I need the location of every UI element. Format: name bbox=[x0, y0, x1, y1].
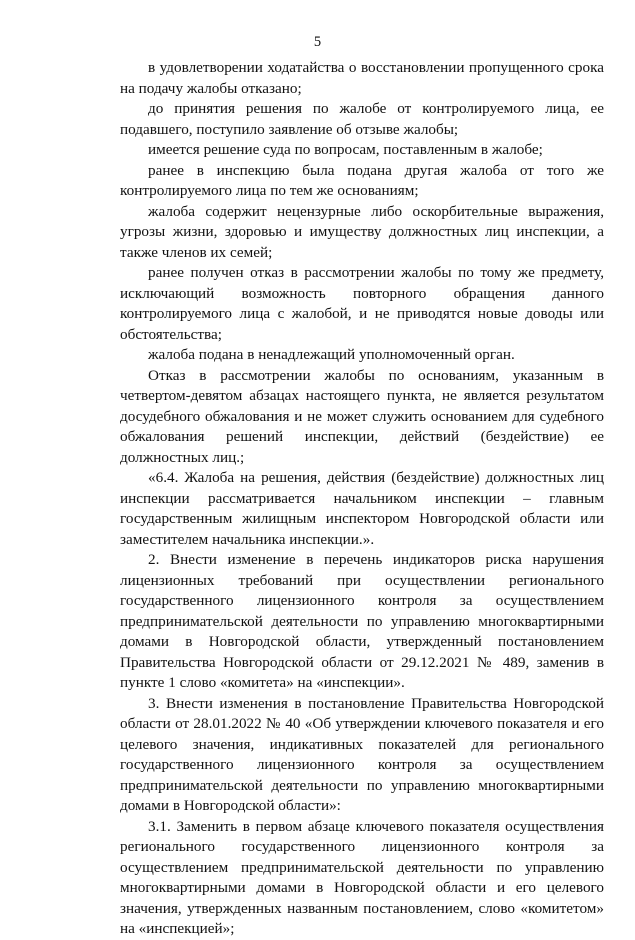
document-body bbox=[120, 58, 604, 940]
paragraph-petition-refused: в удовлетворении ходатайства о восстановлении пропущенного срока на подачу жалобы отказано; bbox=[120, 59, 604, 97]
paragraph-complaint-withdrawn: до принятия решения по жалобе от контролируемого лица, ее подавшего, поступило заявление об отзыве жалобы; bbox=[120, 100, 604, 138]
paragraph-court-decision: имеется решение суда по вопросам, поставленным в жалобе; bbox=[148, 141, 543, 158]
paragraph-refusal-consequence: Отказ в рассмотрении жалобы по основаниям, указанным в четвертом-девятом абзацах настоящего пункта, не является результатом досудебного обжалования и не может служить основанием для судебного обжалования решений инспекции, действий (бездействие) ее должностных лиц.; bbox=[120, 366, 604, 466]
paragraph-section-6-4: «6.4. Жалоба на решения, действия (бездействие) должностных лиц инспекции рассматривается начальником инспекции – главным государственным жилищным инспектором Новгородской области или заместителем начальника инспекции.». bbox=[120, 469, 604, 548]
paragraph-item-2: 2. Внести изменение в перечень индикаторов риска нарушения лицензионных требований при осуществлении регионального государственного лицензионного контроля за осуществлением предпринимательской деятельности по управлению многоквартирными домами в Новгородской области, утвержденный постановлением Правительства Новгородской области от 29.12.2021 № 489, заменив в пункте 1 слово «комитета» на «инспекции». bbox=[120, 551, 604, 691]
paragraph-previous-refusal: ранее получен отказ в рассмотрении жалобы по тому же предмету, исключающий возможность повторного обращения данного контролируемого лица с жалобой, и не приводятся новые доводы или обстоятельства; bbox=[120, 264, 604, 343]
page-number: 5 bbox=[313, 34, 322, 50]
paragraph-offensive-content: жалоба содержит нецензурные либо оскорбительные выражения, угрозы жизни, здоровью и имуществу должностных лиц инспекции, а также членов их семей; bbox=[120, 202, 604, 261]
paragraph-item-3-1: 3.1. Заменить в первом абзаце ключевого показателя осуществления регионального государственного лицензионного контроля за осуществлением предпринимательской деятельности по управлению многоквартирными домами в Новгородской области и его целевого значения, утвержденных названным постановлением, слово «комитетом» на «инспекцией»; bbox=[120, 817, 604, 937]
paragraph-item-3: 3. Внести изменения в постановление Правительства Новгородской области от 28.01.2022 № 40 «Об утверждении ключевого показателя и его целевого значения, индикативных показателей для регионального государственного лицензионного контроля за осуществлением предпринимательской деятельности по управлению многоквартирными домами в Новгородской области»: bbox=[120, 694, 604, 814]
paragraph-duplicate-complaint: ранее в инспекцию была подана другая жалоба от того же контролируемого лица по тем же основаниям; bbox=[120, 161, 604, 199]
paragraph-wrong-authority: жалоба подана в ненадлежащий уполномоченный орган. bbox=[148, 346, 515, 363]
